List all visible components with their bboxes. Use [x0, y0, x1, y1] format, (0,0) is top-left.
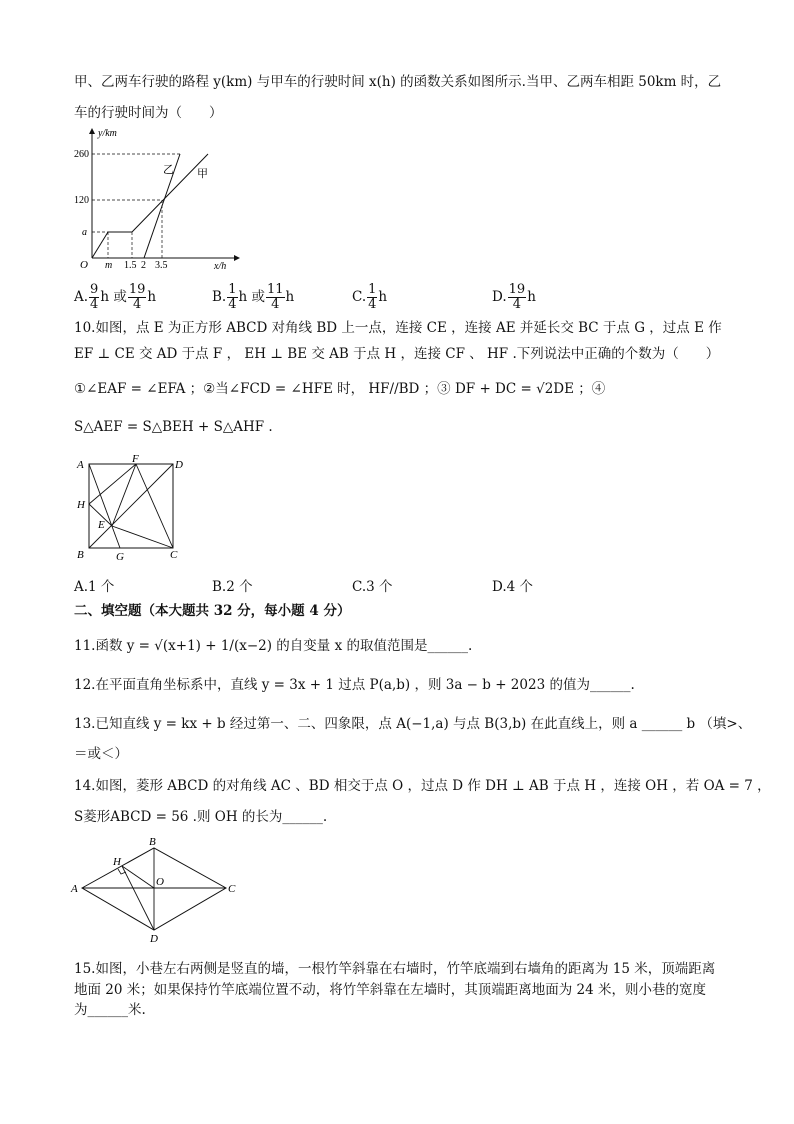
q9-option-c[interactable]: C. $\frac{1}{4}$ h	[352, 282, 388, 312]
ytick-a: a	[82, 227, 87, 238]
line-jia	[92, 232, 108, 258]
label-h: H	[113, 856, 121, 868]
label-jia: 甲	[197, 168, 208, 180]
xtick-1-5: 1.5	[124, 260, 137, 271]
section-heading: 二、填空题（本大题共 32 分，每小题 4 分）	[74, 603, 351, 619]
label-g: G	[116, 551, 124, 563]
q9-function-graph	[74, 126, 244, 271]
x-axis-label: x/h	[214, 261, 227, 271]
label-d: D	[175, 459, 183, 471]
q9-option-a[interactable]: A. $\frac{9}{4}$ h 或 $\frac{19}{4}$ h	[74, 282, 157, 312]
q14-line1: 14.如图，菱形 ABCD 的对角线 AC 、BD 相交于点 O ，过点 D 作 DH ⊥ AB 于点 H ，连接 OH ，若 OA = 7 ，	[74, 778, 771, 794]
label-d: D	[150, 933, 158, 945]
q10-option-c[interactable]: C.3 个	[352, 579, 393, 595]
label-a: A	[77, 459, 84, 471]
ytick-260: 260	[74, 149, 89, 160]
q10-line2: EF ⊥ CE 交 AD 于点 F ， EH ⊥ BE 交 AB 于点 H ，连接 CF 、 HF .下列说法中正确的个数为（ ）	[74, 346, 720, 362]
q10-square-figure	[74, 452, 186, 564]
label-b: B	[149, 836, 156, 848]
label-b: B	[77, 549, 84, 561]
q9-stem-line1: 甲、乙两车行驶的路程 y(km) 与甲车的行驶时间 x(h) 的函数关系如图所示.当甲、乙两车相距 50km 时，乙	[74, 74, 722, 90]
q10-line3: ①∠EAF = ∠EFA ；②当∠FCD = ∠HFE 时， HF//BD ；③ DF + DC = √2DE ；④	[74, 381, 606, 397]
label-c: C	[228, 883, 236, 895]
label-e: E	[98, 519, 105, 531]
ytick-120: 120	[74, 195, 89, 206]
q14-rhombus-figure	[70, 836, 245, 946]
xtick-3-5: 3.5	[155, 260, 168, 271]
xtick-m: m	[105, 260, 113, 271]
q13-line1: 13.已知直线 y = kx + b 经过第一、二、四象限，点 A(−1,a) 与点 B(3,b) 在此直线上，则 a ______ b （填>、	[74, 716, 752, 732]
q9-option-b[interactable]: B. $\frac{1}{4}$ h 或 $\frac{11}{4}$ h	[212, 282, 295, 312]
q10-option-d[interactable]: D.4 个	[492, 579, 534, 595]
q15-line2: 地面 20 米；如果保持竹竿底端位置不动，将竹竿斜靠在左墙时，其顶端距离地面为 24 米，则小巷的宽度	[74, 982, 707, 998]
q11-text: 11.函数 y = √(x+1) + 1/(x−2) 的自变量 x 的取值范围是______.	[74, 638, 473, 654]
label-a: A	[71, 883, 78, 895]
q10-option-a[interactable]: A.1 个	[74, 579, 115, 595]
q13-line2: ＝或＜）	[74, 746, 128, 762]
label-yi: 乙	[163, 164, 174, 176]
q10-option-b[interactable]: B.2 个	[212, 579, 253, 595]
q14-line2: S菱形ABCD = 56 .则 OH 的长为______.	[74, 809, 328, 825]
label-c: C	[170, 549, 178, 561]
q9-option-d[interactable]: D. $\frac{19}{4}$ h	[492, 282, 536, 312]
q9-stem-line2: 车的行驶时间为（ ）	[74, 105, 223, 121]
q15-line3: 为______米.	[74, 1002, 146, 1018]
y-axis-label: y/km	[98, 128, 117, 139]
q10-line1: 10.如图，点 E 为正方形 ABCD 对角线 BD 上一点，连接 CE ，连接 AE 并延长交 BC 于点 G ，过点 E 作	[74, 320, 722, 336]
label-h: H	[77, 499, 85, 511]
origin-label: O	[80, 259, 88, 271]
label-f: F	[132, 453, 139, 465]
q15-line1: 15.如图，小巷左右两侧是竖直的墙，一根竹竿斜靠在右墙时，竹竿底端到右墙角的距离为 15 米，顶端距离	[74, 961, 716, 977]
xtick-2: 2	[141, 260, 146, 271]
label-o: O	[156, 876, 164, 888]
q10-line4: S△AEF = S△BEH + S△AHF .	[74, 419, 273, 435]
q12-text: 12.在平面直角坐标系中，直线 y = 3x + 1 过点 P(a,b) ，则 3a − b + 2023 的值为______.	[74, 677, 635, 693]
